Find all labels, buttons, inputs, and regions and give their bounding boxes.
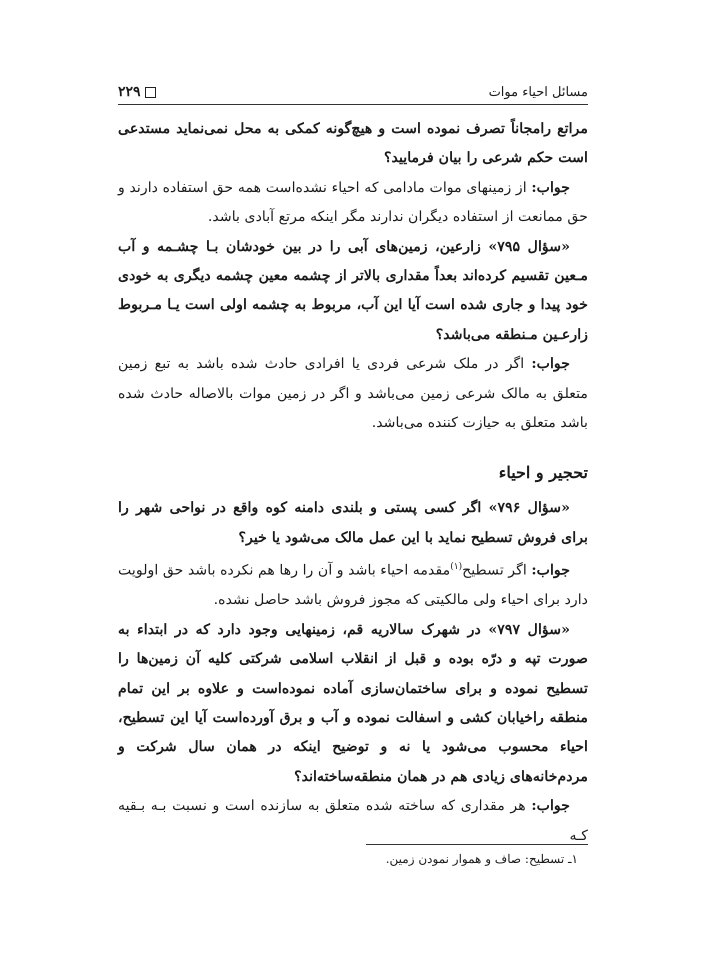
square-ornament-icon [145,87,156,98]
answer-label: جواب: [531,179,571,196]
body-text [118,115,588,851]
running-title: مسائل احیاء موات [488,85,588,100]
footnote-ref: (۱) [450,562,463,573]
answer-text: اگر در ملک شرعی فردی یا افرادی حادث شده باشد به تبع زمین متعلق به مالک شرعی زمین می‌باشد و اگر در زمین موات بالاصاله حادث شده باشد متعلق به حیازت کننده می‌باشد. [118,356,588,432]
question-797: «سؤال ۷۹۷» در شهرک سالاریه قم، زمینهایی وجود دارد که در ابتداء به صورت تپه و درّه بوده و قبل از انقلاب اسلامی شرکتی کلیه آن زمین‌ها را تسطیح نموده و برای ساختمان‌سازی آماده نموده‌است و علاوه بر این تمام منطقه راخیابان کشی و اسفالت نموده و آب و برق آورده‌است آیا این تسطیح، احیاء محسوب می‌شود یا نه و توضیح اینکه در همان سال شرکت و مردم‌خانه‌های زیادی هم در همان منطقه‌ساخته‌اند؟ [118,621,588,785]
page-number [118,84,156,100]
footnote: ۱ـ تسطیح: صاف و هموار نمودن زمین. [385,852,578,866]
answer-text: از زمینهای موات مادامی که احیاء نشده‌است همه حق استفاده دارند و حق ممانعت از استفاده دیگران ندارند مگر اینکه مرتع آبادی باشد. [118,179,588,226]
section-heading: تحجیر و احیاء [498,463,588,483]
footnote-rule [366,844,588,845]
answer-795 [118,350,588,438]
answer-797 [118,792,588,851]
answer-paragraph [118,174,588,233]
question-796: «سؤال ۷۹۶» اگر کسی پستی و بلندی دامنه کوه واقع در نواحی شهر را برای فروش تسطیح نماید با این عمل مالک می‌شود یا خیر؟ [118,500,588,546]
page-number-value: ۲۲۹ [118,84,141,100]
answer-label: جواب: [531,563,570,580]
running-header [118,78,588,100]
answer-text: هر مقداری که ساخته شده متعلق به سازنده است و نسبت بـه بـقیه کـه [118,798,588,844]
question-795: «سؤال ۷۹۵» زارعین، زمین‌های آبی را در بین خودشان بـا چشـمه و آب مـعین تقسیم کرده‌اند بعداً مقداری بالاتر از چشمه معین چشمه دیگری به خودی خود پیدا و جاری شده است آیا این آب، مربوط به چشمه اولی است یـا مـربوط زارعـین مـنطقه می‌باشد؟ [118,238,588,343]
question-continuation: مراتع رامجاناً تصرف نموده است و هیچ‌گونه کمکی به محل نمی‌نماید مستدعی است حکم شرعی را بیان فرمایید؟ [118,121,588,167]
answer-label: جواب: [531,356,571,373]
header-rule [118,104,588,105]
answer-text-a: اگر تسطیح [462,563,527,580]
answer-label: جواب: [531,798,570,815]
answer-text-b: مقدمه احیاء باشد و آن را رها هم نکرده باشد حق اولویت دارد برای احیاء ولی مالکیتی که مجوز فروش باشد حاصل نشده. [118,563,588,609]
answer-796 [118,553,588,616]
